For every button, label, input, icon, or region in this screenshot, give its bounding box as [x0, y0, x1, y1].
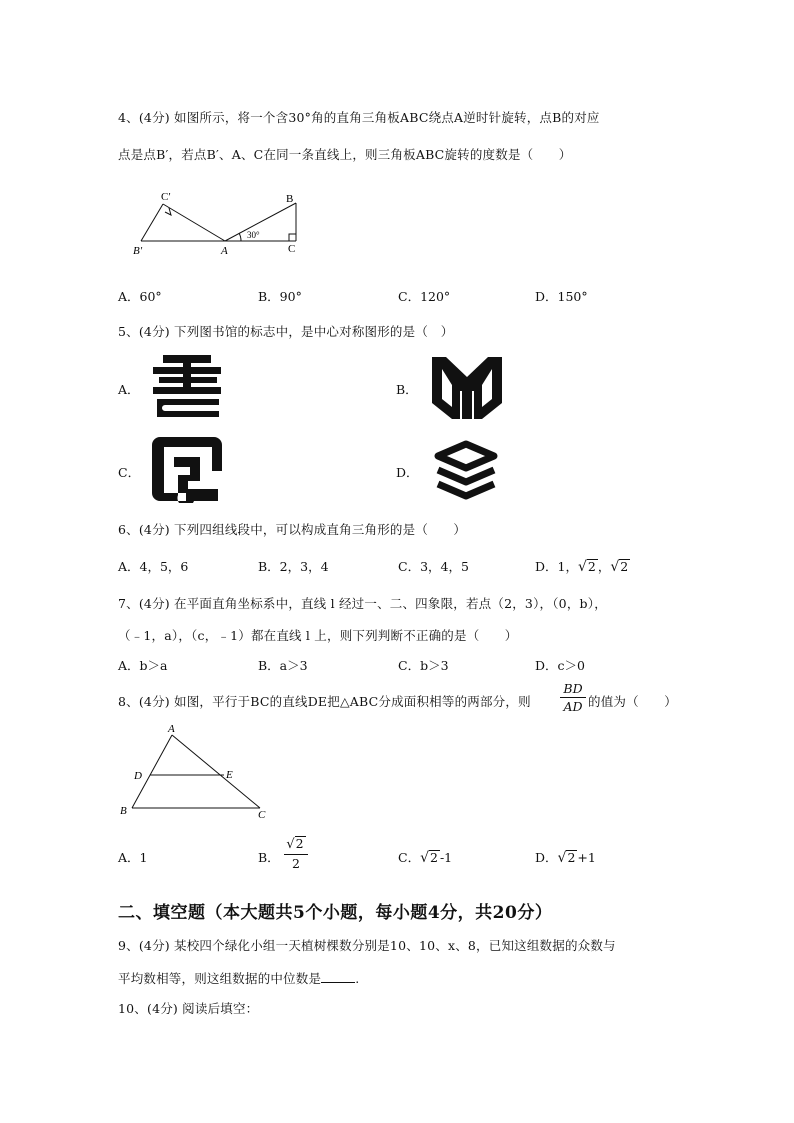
q8-option-d-prefix: D．: [535, 850, 558, 865]
q6-option-a[interactable]: A．4，5，6: [118, 559, 189, 574]
q8-option-b-prefix: B．: [258, 850, 280, 865]
q6-option-b[interactable]: B．2，3，4: [258, 559, 329, 574]
q8-option-b-num: 2: [295, 836, 304, 851]
q5-option-c[interactable]: C．: [118, 465, 141, 480]
q5-option-b[interactable]: B．: [396, 382, 418, 397]
label-a: A: [221, 245, 228, 257]
q8-option-d[interactable]: D．√2 +1: [535, 850, 596, 866]
q8-option-d-sqrt: 2: [567, 850, 576, 865]
q9-line2-suffix: .: [355, 971, 360, 986]
label-e: E: [226, 769, 233, 781]
q8-fraction-num: BD: [560, 681, 586, 698]
label-c: C: [288, 243, 296, 255]
q6-option-c[interactable]: C．3，4，5: [398, 559, 469, 574]
label-d: D: [134, 770, 142, 782]
library-logo-d-icon: [432, 440, 502, 502]
q8-option-d-suffix: +1: [577, 850, 596, 865]
q8-option-b[interactable]: [258, 848, 280, 866]
q8-option-c[interactable]: C．√2 -1: [398, 850, 453, 866]
label-b: B: [120, 805, 127, 817]
q8-option-a[interactable]: A．1: [118, 850, 148, 865]
q9-line2: [118, 969, 359, 987]
q6-option-d-comma: ，: [597, 559, 611, 574]
q4-option-b[interactable]: B．90°: [258, 289, 302, 304]
q6-option-d-prefix: D．1，: [535, 559, 578, 574]
q4-option-a[interactable]: A．60°: [118, 289, 162, 304]
q7-line1: 7、(4分) 在平面直角坐标系中，直线 l 经过一、二、四象限，若点（2，3），（0，b），: [118, 596, 607, 611]
q5-text: 5、(4分) 下列图书馆的标志中，是中心对称图形的是（ ）: [118, 324, 454, 339]
library-logo-b-icon: [432, 355, 502, 421]
q5-option-a[interactable]: A．: [118, 382, 140, 397]
q4-line1: 4、(4分) 如图所示，将一个含30°角的直角三角板ABC绕点A逆时针旋转，点B的对应: [118, 110, 600, 125]
q8-fraction: [560, 681, 586, 716]
library-logo-a-icon: [153, 355, 223, 421]
q8-text: 8、(4分) 如图，平行于BC的直线DE把△ABC分成面积相等的两部分，则: [118, 694, 531, 709]
q8-option-b-fraction: √2 2: [284, 835, 308, 873]
q10-text: 10、(4分) 阅读后填空：: [118, 1001, 259, 1016]
label-b-prime: B′: [133, 245, 143, 257]
section2-heading: 二、填空题（本大题共5个小题，每小题4分，共20分）: [118, 903, 553, 923]
label-angle: 30°: [247, 230, 260, 240]
q9-line2-prefix: 平均数相等，则这组数据的中位数是: [118, 971, 322, 986]
q4-rotation-figure: [128, 185, 318, 260]
label-b: B: [286, 193, 294, 205]
q4-option-c[interactable]: C．120°: [398, 289, 451, 304]
q4-line2: 点是点B′，若点B′、A、C在同一条直线上，则三角板ABC旋转的度数是（ ）: [118, 147, 572, 162]
q8-text-tail: 的值为（ ）: [588, 694, 677, 709]
q6-option-d[interactable]: D．1，√2 ，√2: [535, 559, 629, 575]
q8-fraction-den: AD: [563, 699, 583, 714]
q9-answer-blank[interactable]: [321, 981, 355, 983]
q4-option-d[interactable]: D．150°: [535, 289, 588, 304]
q6-option-d-sqrt-b: 2: [620, 559, 629, 574]
q6-text: 6、(4分) 下列四组线段中，可以构成直角三角形的是（ ）: [118, 522, 467, 537]
q8-option-b-den: 2: [292, 856, 300, 871]
q9-line1: 9、(4分) 某校四个绿化小组一天植树棵数分别是10、10、x、8，已知这组数据的众数与: [118, 938, 616, 953]
q8-triangle-figure: [118, 720, 278, 820]
label-a: A: [168, 723, 175, 735]
label-c: C: [258, 809, 266, 820]
q7-option-c[interactable]: C．b＞3: [398, 658, 449, 673]
q8-option-c-sqrt: 2: [430, 850, 438, 865]
q7-option-d[interactable]: D．c＞0: [535, 658, 585, 673]
label-c-prime: C′: [161, 191, 171, 203]
q8-option-c-prefix: C．: [398, 850, 421, 865]
q6-option-d-sqrt-a: 2: [587, 559, 596, 574]
library-logo-c-icon: [152, 437, 222, 503]
q5-option-d[interactable]: D．: [396, 465, 419, 480]
q7-option-b[interactable]: B．a＞3: [258, 658, 308, 673]
q7-line2: （﹣1，a），（c，﹣1）都在直线 l 上，则下列判断不正确的是（ ）: [118, 628, 518, 643]
q8-option-c-suffix: -1: [439, 850, 453, 865]
q7-option-a[interactable]: A．b＞a: [118, 658, 168, 673]
